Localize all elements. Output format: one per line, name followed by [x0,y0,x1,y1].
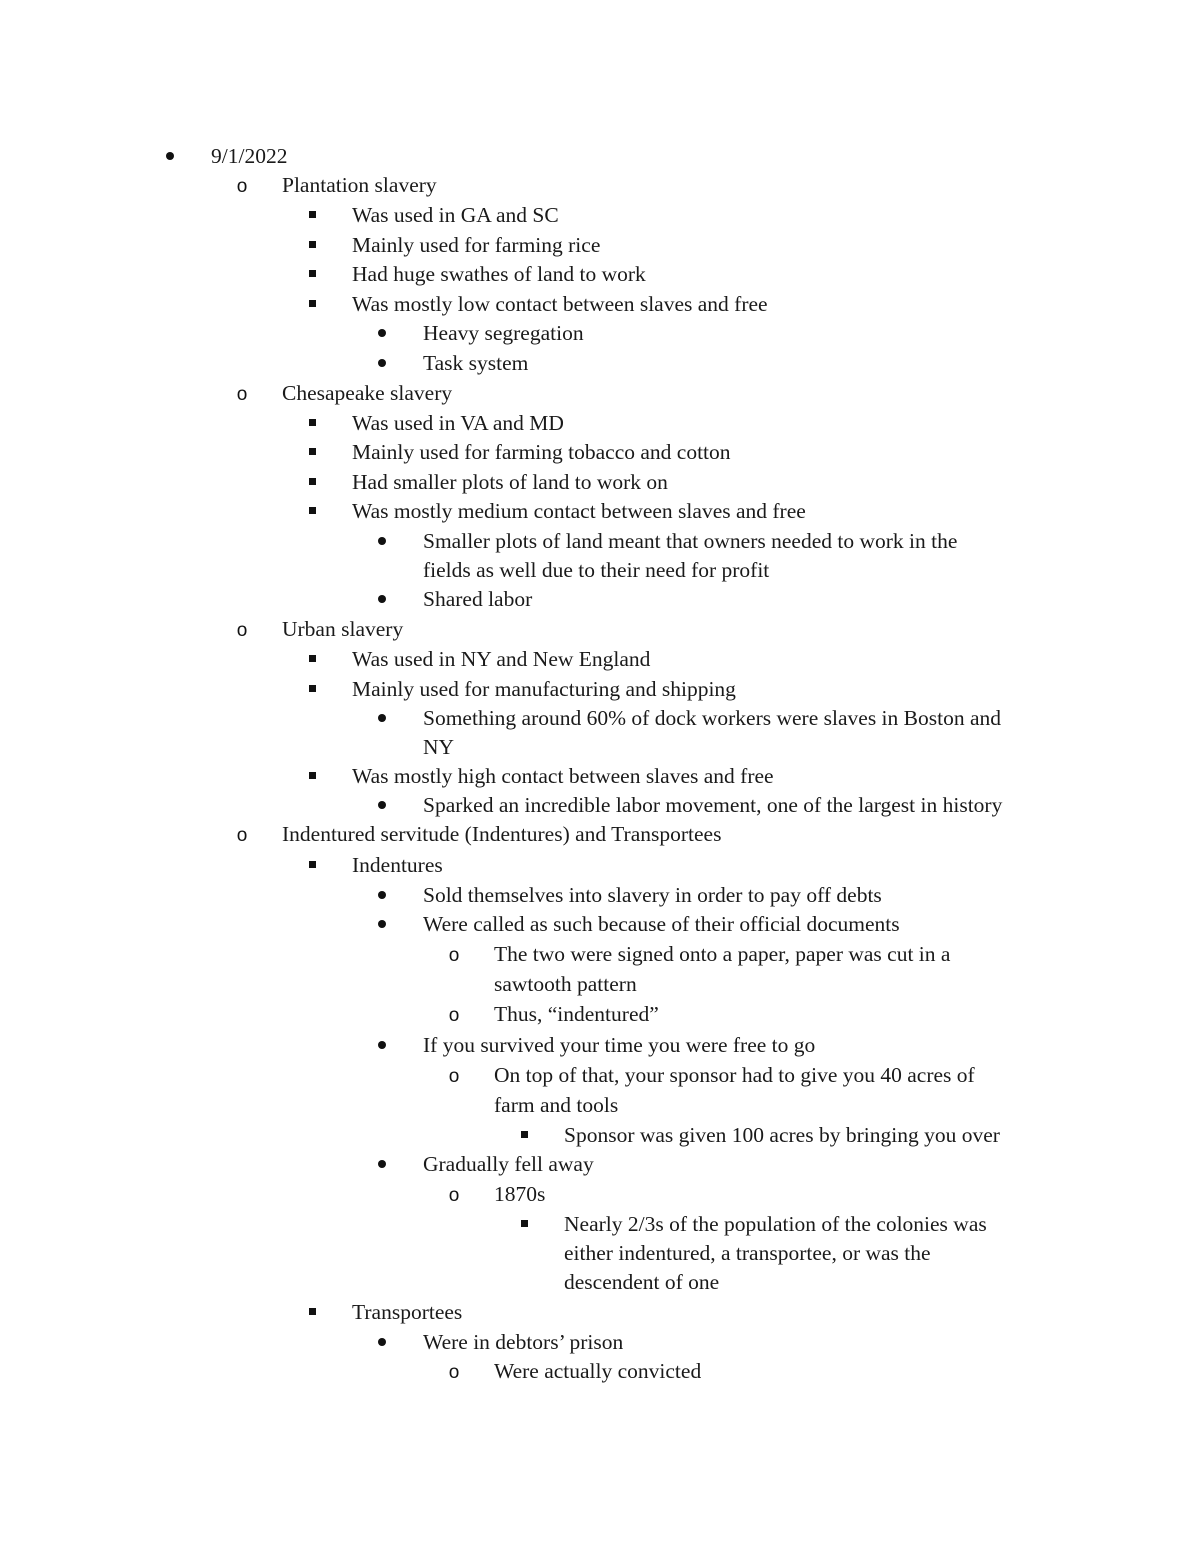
note-text: Smaller plots of land meant that owners needed to work in the [423,529,958,553]
square-bullet-icon [300,231,324,259]
circle-bullet-icon [442,1180,466,1210]
note-text: Had huge swathes of land to work [352,262,646,286]
note-text: sawtooth pattern [494,972,637,996]
note-text: either indentured, a transportee, or was the [564,1241,931,1265]
note-text: On top of that, your sponsor had to give you 40 acres of [494,1063,975,1087]
note-text: Thus, “indentured” [494,1002,659,1026]
square-bullet-icon [300,762,324,790]
circle-bullet-icon [230,379,254,409]
square-bullet-icon [300,409,324,437]
square-bullet-icon [300,260,324,288]
square-bullet-icon [300,1298,324,1326]
note-text: Were in debtors’ prison [423,1330,624,1354]
disc-bullet-icon [370,585,394,613]
note-text: Sold themselves into slavery in order to pay off debts [423,883,882,907]
note-text: 1870s [494,1182,546,1206]
square-bullet-icon [300,645,324,673]
note-text: Heavy segregation [423,321,584,345]
note-text: Something around 60% of dock workers were slaves in Boston and [423,706,1002,730]
note-text: Shared labor [423,587,533,611]
note-text: Urban slavery [282,617,404,641]
square-bullet-icon [300,468,324,496]
note-text: Task system [423,351,529,375]
disc-bullet-icon [370,319,394,347]
note-text: The two were signed onto a paper, paper was cut in a [494,942,951,966]
note-text: fields as well due to their need for profit [423,558,770,582]
square-bullet-icon [300,438,324,466]
disc-bullet-icon [370,1150,394,1178]
note-text: NY [423,735,455,759]
disc-bullet-icon [370,1328,394,1356]
note-text: Mainly used for farming rice [352,233,601,257]
circle-bullet-icon [230,615,254,645]
circle-bullet-icon [442,940,466,970]
note-text: Mainly used for farming tobacco and cotton [352,440,731,464]
disc-bullet-icon [370,349,394,377]
circle-bullet-icon [442,1000,466,1030]
note-text: Indentures [352,853,443,877]
note-text: Gradually fell away [423,1152,594,1176]
square-bullet-icon [300,497,324,525]
circle-bullet-icon [230,820,254,850]
note-text: Was used in VA and MD [352,411,564,435]
disc-bullet-icon [158,142,182,170]
note-text: Nearly 2/3s of the population of the colonies was [564,1212,987,1236]
note-text: Was used in NY and New England [352,647,651,671]
note-text: Sparked an incredible labor movement, one of the largest in history [423,793,1003,817]
disc-bullet-icon [370,527,394,555]
circle-bullet-icon [442,1061,466,1091]
note-text: Were called as such because of their official documents [423,912,900,936]
note-text: Transportees [352,1300,463,1324]
note-text: Was mostly low contact between slaves and free [352,292,768,316]
disc-bullet-icon [370,881,394,909]
circle-bullet-icon [230,171,254,201]
square-bullet-icon [300,851,324,879]
circle-bullet-icon [442,1357,466,1387]
note-text: Was used in GA and SC [352,203,559,227]
note-text: Had smaller plots of land to work on [352,470,668,494]
note-text: Was mostly high contact between slaves and free [352,764,774,788]
note-text: descendent of one [564,1270,720,1294]
disc-bullet-icon [370,791,394,819]
square-bullet-icon [300,201,324,229]
note-text: 9/1/2022 [211,144,288,168]
disc-bullet-icon [370,1031,394,1059]
note-text: Plantation slavery [282,173,437,197]
disc-bullet-icon [370,910,394,938]
disc-bullet-icon [370,704,394,732]
note-text: Mainly used for manufacturing and shipping [352,677,736,701]
note-text: Indentured servitude (Indentures) and Transportees [282,822,722,846]
square-bullet-icon [512,1210,536,1238]
note-text: Sponsor was given 100 acres by bringing you over [564,1123,1000,1147]
note-text: Chesapeake slavery [282,381,453,405]
square-bullet-icon [512,1121,536,1149]
note-text: Was mostly medium contact between slaves and free [352,499,806,523]
note-text: Were actually convicted [494,1359,702,1383]
square-bullet-icon [300,290,324,318]
note-text: farm and tools [494,1093,619,1117]
square-bullet-icon [300,675,324,703]
note-text: If you survived your time you were free to go [423,1033,816,1057]
